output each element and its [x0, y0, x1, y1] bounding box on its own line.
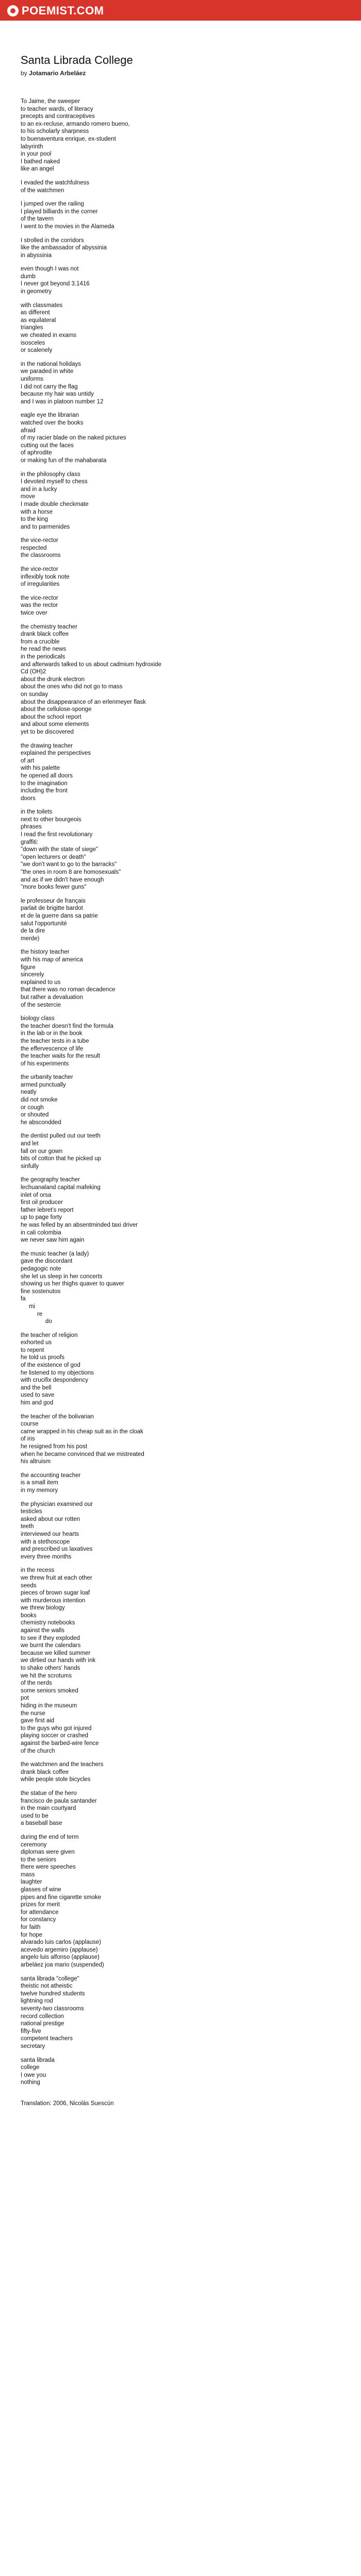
stanza: [21, 179, 330, 194]
stanza: [21, 595, 330, 617]
poem-line: the teacher of the bolivarian: [21, 1413, 94, 1420]
poem-line: with classmates: [21, 302, 63, 309]
poem-line: or scalenely: [21, 347, 53, 354]
poem-line: with his map of america: [21, 956, 83, 963]
poem-line: in the lab or in the book: [21, 1030, 83, 1037]
poem-line: lightning rod: [21, 1998, 53, 2005]
poem-line: next to other bourgeois: [21, 816, 81, 823]
poem-line: in the main courtyard: [21, 1805, 76, 1812]
poem-line: we threw fruit at each other: [21, 1574, 92, 1581]
stanza: [21, 1332, 330, 1407]
stanza: [21, 1074, 330, 1126]
poem-line: because we killed summer: [21, 1650, 91, 1656]
poem-line: explained to us: [21, 979, 61, 986]
poem-line: books: [21, 1612, 37, 1619]
poem-line: the teacher of religion: [21, 1332, 78, 1338]
poem-line: I evaded the watchfulness: [21, 179, 89, 186]
poem-line: when he became convinced that we mistreated: [21, 1451, 144, 1458]
poem-line: cutting out the faces: [21, 442, 74, 449]
poem-line: because my hair was untidy: [21, 391, 94, 398]
stanza: [21, 1176, 330, 1244]
poem-line: of my racier blade on the naked pictures: [21, 435, 126, 442]
poem-line: of the existence of god: [21, 1362, 80, 1369]
poem-line: the effervescence of life: [21, 1045, 84, 1052]
poem-line: used to save: [21, 1392, 55, 1399]
poem-line: on sunday: [21, 691, 48, 698]
poem-line: biology class: [21, 1015, 55, 1022]
poem-line: the teacher waits for the result: [21, 1053, 101, 1060]
stanza: [21, 1834, 330, 1969]
poem-line: and in a lucky: [21, 486, 57, 493]
poem-line: to shake others' hands: [21, 1665, 80, 1672]
poem-line: parlait de brigitte bardot: [21, 905, 83, 912]
stanza: [21, 897, 330, 943]
poem-line: and as if we didn't have enough: [21, 876, 104, 883]
poem-line: we dirtied our hands with ink: [21, 1657, 96, 1664]
poem-line: the vice-rector: [21, 566, 58, 573]
poem-line: while people stole bicycles: [21, 1776, 91, 1783]
poem-line: "the ones in room 8 are homosexuals": [21, 869, 121, 876]
poem-line: the vice-rector: [21, 595, 58, 601]
stanza: [21, 1413, 330, 1466]
stanza: [21, 1790, 330, 1827]
poem-line: triangles: [21, 325, 43, 331]
stanza: [21, 237, 330, 260]
site-logo[interactable]: [7, 4, 104, 18]
stanza: [21, 1015, 330, 1067]
poem-line: we cheated in exams: [21, 332, 77, 339]
poem-line: mi: [21, 1303, 36, 1310]
poem-line: ceremony: [21, 1841, 47, 1848]
poem-line: even though I was not: [21, 266, 79, 273]
poem-line: merde): [21, 935, 40, 942]
poem-line: the physician examined our: [21, 1501, 93, 1507]
poem-line: there were speeches: [21, 1864, 76, 1871]
stanza: [21, 98, 330, 173]
poem-line: "we don't want to go to the barracks": [21, 861, 117, 868]
poem-line: did not smoke: [21, 1097, 58, 1104]
poem-line: up to page forty: [21, 1214, 62, 1221]
poem-line: pedagogic note: [21, 1265, 61, 1272]
poem-line: bits of cotton that he picked up: [21, 1156, 101, 1162]
poem-line: in cali colombia: [21, 1229, 61, 1236]
stanza: [21, 471, 330, 531]
poem-line: of the tavern: [21, 216, 54, 223]
poem-line: watched over the books: [21, 419, 84, 426]
poem-line: or making fun of the mahabarata: [21, 457, 107, 464]
poem-line: I played billiards in the corner: [21, 208, 98, 215]
poem-line: le professeur de français: [21, 897, 86, 904]
logo-text: POEMIST.COM: [22, 4, 104, 17]
poem-line: he listened to my objections: [21, 1369, 94, 1376]
poem-line: the teacher tests in a tube: [21, 1038, 89, 1044]
poem-line: about the disappearance of an erlenmeyer flask: [21, 699, 146, 705]
poem-line: yet to be discovered: [21, 728, 74, 735]
poem-line: of his experiments: [21, 1060, 69, 1067]
poem-line: in the national holidays: [21, 361, 81, 367]
stanza: [21, 1501, 330, 1561]
stanza: [21, 200, 330, 230]
poem-line: precepts and contraceptives: [21, 113, 95, 120]
stanza: [21, 1567, 330, 1755]
poem-line: playing soccer or crashed: [21, 1733, 89, 1739]
poem-line: about the school report: [21, 714, 81, 720]
stanza: [21, 2057, 330, 2087]
poem-line: acevedo argemiro (applause): [21, 1946, 98, 1953]
poem-line: to the king: [21, 516, 48, 523]
poem-line: of aphrodite: [21, 450, 52, 456]
poem-line: he resigned from his post: [21, 1444, 88, 1450]
poem-line: in the toilets: [21, 809, 53, 816]
poem-line: in abyssinia: [21, 252, 52, 259]
poem-line: santa librada "college": [21, 1975, 79, 1982]
poem-line: as different: [21, 310, 50, 316]
poem-line: the watchmen and the teachers: [21, 1761, 104, 1768]
poem-line: in the philosophy class: [21, 471, 80, 478]
poem-line: "more books fewer guns": [21, 884, 87, 891]
poem-line: and I was in platoon number 12: [21, 398, 104, 405]
poem-line: from a crucible: [21, 638, 60, 645]
poem-line: as equilateral: [21, 317, 56, 324]
poem-line: with a horse: [21, 509, 53, 515]
poem-line: to teacher wards, of literacy: [21, 106, 93, 112]
poem-line: competent teachers: [21, 2036, 73, 2042]
poem-line: sincerely: [21, 972, 44, 978]
poem-line: gave the discordant: [21, 1258, 73, 1265]
poem-line: teeth: [21, 1523, 34, 1530]
poem-line: we burnt the calendars: [21, 1642, 81, 1649]
poem-line: including the front: [21, 788, 68, 794]
poem-line: and about some elements: [21, 721, 89, 728]
poem-line: To Jaime, the sweeper: [21, 98, 80, 105]
stanza: [21, 412, 330, 464]
poem-line: record collection: [21, 2013, 64, 2020]
poem-line: I made double checkmate: [21, 501, 89, 507]
poem-line: pieces of brown sugar loaf: [21, 1590, 90, 1597]
poem-line: course: [21, 1421, 39, 1428]
poem-line: of art: [21, 757, 35, 764]
poem-line: fall on our gown: [21, 1148, 63, 1155]
poem-line: lechuanaland capital mafeking: [21, 1184, 101, 1191]
poem-line: against the barbed-wire fence: [21, 1740, 99, 1747]
poem-line: he told us proofs: [21, 1354, 65, 1361]
poem-line: and prescribed us laxatives: [21, 1546, 93, 1553]
poem-line: drank black coffee: [21, 1769, 69, 1775]
poem-line: for attendance: [21, 1909, 59, 1916]
poem-line: of irregularities: [21, 581, 60, 588]
poem-line: against the walls: [21, 1628, 65, 1634]
poem-line: about the ones who did not go to mass: [21, 684, 123, 690]
poem-line: neatly: [21, 1089, 37, 1096]
stanza: [21, 742, 330, 803]
poem-line: with murderous intention: [21, 1597, 86, 1604]
stanza: [21, 948, 330, 1009]
poem-line: and afterwards talked to us about cadmium hydroxide: [21, 661, 161, 668]
poem-line: the dentist pulled out our teeth: [21, 1133, 101, 1140]
poem-line: national prestige: [21, 2021, 64, 2027]
poem-line: doors: [21, 795, 36, 802]
poem-line: seeds: [21, 1582, 37, 1589]
poem-line: Cd (OH)2: [21, 669, 46, 675]
poem-line: the drawing teacher: [21, 742, 73, 749]
poem-line: re: [21, 1311, 43, 1317]
poem-line: with crucifix despondency: [21, 1377, 89, 1384]
poem-line: about the cellulose-sponge: [21, 706, 92, 713]
poem-line: in the periodicals: [21, 654, 65, 660]
stanza: [21, 808, 330, 891]
poem-line: pipes and fine cigarette smoke: [21, 1894, 101, 1901]
poem-line: I did not carry the flag: [21, 383, 78, 390]
poem-line: interviewed our hearts: [21, 1531, 79, 1537]
poem-line: fifty-five: [21, 2028, 41, 2035]
poem-line: explained the perspectives: [21, 750, 91, 757]
poem-line: of iris: [21, 1436, 35, 1443]
poem-line: santa librada: [21, 2057, 55, 2063]
poem-line: de la dire: [21, 928, 45, 935]
poem-line: the chemistry teacher: [21, 623, 77, 630]
poem-line: to the guys who got injured: [21, 1725, 92, 1732]
poem-line: and to parmenides: [21, 523, 70, 530]
stanza: [21, 1132, 330, 1170]
poem-line: about the drunk electron: [21, 676, 85, 683]
poem-line: exhorted us: [21, 1340, 52, 1346]
poem-line: we threw biology: [21, 1605, 65, 1612]
poem-line: mass: [21, 1871, 35, 1878]
poem-line: is a small item: [21, 1480, 58, 1486]
stanza: [21, 302, 330, 354]
poem-line: some seniors smoked: [21, 1687, 78, 1694]
poem-line: pot: [21, 1695, 29, 1702]
poem-line: graffiti:: [21, 839, 39, 845]
poem-line: angelo luis alfonso (applause): [21, 1954, 100, 1961]
poem-body: [21, 98, 330, 2087]
stanza: [21, 361, 330, 406]
poem-line: secretary: [21, 2043, 45, 2049]
poem-line: a baseball base: [21, 1820, 62, 1827]
poem-line: the geography teacher: [21, 1177, 80, 1183]
site-header: [0, 0, 361, 21]
poem-line: alvarado luis carlos (applause): [21, 1939, 101, 1946]
poem-line: to the seniors: [21, 1856, 57, 1863]
poem-line: the urbanity teacher: [21, 1074, 73, 1081]
stanza: [21, 1250, 330, 1326]
stanza: [21, 537, 330, 560]
poem-line: and the bell: [21, 1384, 52, 1391]
poem-line: sinfully: [21, 1163, 39, 1170]
poem-line: used to be: [21, 1812, 48, 1819]
poem-line: inlet of orsa: [21, 1192, 52, 1198]
poem-line: gave first aid: [21, 1718, 55, 1724]
poem-line: afraid: [21, 427, 36, 434]
poem-line: the history teacher: [21, 949, 70, 956]
poem-line: the music teacher (a lady): [21, 1250, 89, 1257]
poem-line: to his scholarly sharpness: [21, 128, 89, 135]
poem-line: twelve hundred students: [21, 1990, 85, 1997]
poem-line: like the ambassador of abyssinia: [21, 245, 107, 251]
poem-line: to an ex-recluse, armando romero bueno,: [21, 121, 130, 127]
poem-line: testicles: [21, 1509, 42, 1515]
poem-line: of the church: [21, 1748, 55, 1754]
poem-line: armed punctually: [21, 1081, 66, 1088]
poem-line: in your pool: [21, 151, 52, 158]
poem-line: drank black coffee: [21, 631, 69, 638]
poem-line: francisco de paula santander: [21, 1798, 97, 1804]
poem-line: to the imagination: [21, 780, 68, 787]
poem-line: like an angel: [21, 166, 54, 173]
poem-line: et de la guerre dans sa patrie: [21, 913, 98, 919]
poem-line: the statue of the hero: [21, 1790, 77, 1797]
poem-line: I read the first revolutionary: [21, 832, 93, 838]
poem-line: twice over: [21, 610, 47, 617]
poem-line: every three months: [21, 1553, 72, 1560]
poem-line: asked about our rotten: [21, 1516, 80, 1522]
byline-prefix: by: [21, 70, 27, 77]
poem-line: to buenaventura enrique, ex-student: [21, 135, 116, 142]
poem-line: I owe you: [21, 2072, 46, 2078]
poem-line: of the nerds: [21, 1680, 52, 1687]
stanza: [21, 1761, 330, 1784]
poem-container: [21, 54, 330, 2108]
poem-line: "down with the state of siege": [21, 846, 99, 853]
poem-line: showing us her thighs quaver to quaver: [21, 1281, 124, 1287]
poem-line: the accounting teacher: [21, 1472, 81, 1479]
poem-line: dumb: [21, 273, 36, 280]
poem-line: for hope: [21, 1931, 43, 1938]
poem-line: of the watchmen: [21, 187, 64, 194]
poem-line: glasses of wine: [21, 1887, 61, 1893]
poem-line: in the recess: [21, 1567, 55, 1574]
poem-line: he abscondded: [21, 1119, 61, 1126]
poem-line: and let: [21, 1141, 39, 1147]
poem-line: chemistry notebooks: [21, 1620, 75, 1626]
author-link[interactable]: Jotamario Arbeláez: [29, 70, 86, 77]
poem-line: we hit the scrotums: [21, 1672, 72, 1679]
poem-line: laughter: [21, 1879, 42, 1886]
poem-line: figure: [21, 964, 36, 971]
poem-line: the nurse: [21, 1710, 45, 1717]
poem-line: to see if they exploded: [21, 1635, 80, 1641]
stanza: [21, 1975, 330, 2050]
poem-line: but rather a devaluation: [21, 994, 83, 1001]
poem-line: I never got beyond 3.1416: [21, 281, 90, 287]
poem-line: hiding in the museum: [21, 1703, 77, 1709]
poem-line: in geometry: [21, 289, 52, 295]
poem-line: father lebret's report: [21, 1207, 74, 1213]
poem-line: I strolled in the corridors: [21, 237, 84, 244]
poem-line: his altruism: [21, 1459, 51, 1465]
poem-line: with a stethoscope: [21, 1538, 70, 1545]
poem-line: in my memory: [21, 1487, 58, 1494]
poem-line: was the rector: [21, 602, 58, 609]
poem-line: we never saw him again: [21, 1237, 85, 1244]
stanza: [21, 1472, 330, 1495]
poem-line: the vice-rector: [21, 537, 58, 544]
poem-line: move: [21, 494, 36, 500]
poem-line: with his palette: [21, 765, 60, 772]
poem-line: seventy-two classrooms: [21, 2005, 84, 2012]
poem-line: nothing: [21, 2079, 40, 2086]
poem-line: he read the news: [21, 646, 67, 653]
poem-line: college: [21, 2064, 40, 2071]
poem-line: I jumped over the railing: [21, 201, 84, 208]
poem-line: I devoted myself to chess: [21, 479, 88, 485]
poem-line: to repent: [21, 1347, 44, 1353]
poem-line: came wrapped in his cheap suit as in the cloak: [21, 1428, 143, 1435]
poem-line: for faith: [21, 1924, 41, 1931]
poem-line: she let us sleep in her concerts: [21, 1273, 103, 1280]
poem-line: him and god: [21, 1400, 54, 1406]
poem-line: phrases: [21, 824, 42, 831]
poem-line: of the sestercie: [21, 1002, 61, 1008]
poem-line: first oil producer: [21, 1199, 63, 1206]
poem-line: diplomas were given: [21, 1849, 75, 1856]
poem-line: fa: [21, 1296, 26, 1302]
poem-line: during the end of term: [21, 1834, 79, 1840]
poem-line: isosceles: [21, 340, 45, 346]
stanza: [21, 623, 330, 736]
poem-line: the teacher doesn't find the formula: [21, 1023, 113, 1029]
poem-line: prizes for merit: [21, 1902, 60, 1908]
stanza: [21, 265, 330, 295]
byline: [21, 69, 330, 77]
poem-line: I bathed naked: [21, 158, 60, 165]
translation-credit: Translation: 2006, Nicolás Suescún: [21, 2100, 114, 2107]
poem-line: eagle eye the librarian: [21, 412, 79, 419]
poem-line: respected: [21, 545, 47, 551]
poem-line: arbeláez joa mario (suspended): [21, 1962, 104, 1968]
poem-line: he opened all doors: [21, 772, 73, 779]
poem-line: or cough: [21, 1104, 44, 1111]
stanza: [21, 566, 330, 588]
poem-line: the classrooms: [21, 552, 61, 559]
poem-line: fine sostenutos: [21, 1288, 61, 1295]
poem-line: uniforms: [21, 376, 44, 382]
poem-line: for constancy: [21, 1917, 56, 1923]
logo-icon: [7, 5, 19, 16]
poem-title: Santa Librada College: [21, 54, 133, 66]
poem-line: or shouted: [21, 1112, 49, 1118]
poem-line: we paraded in white: [21, 368, 74, 375]
poem-line: I went to the movies in the Alameda: [21, 223, 114, 230]
poem-line: "open lecturers or death": [21, 854, 86, 860]
poem-line: inflexibly took note: [21, 573, 70, 580]
poem-line: do: [21, 1318, 52, 1325]
poem-line: labyrinth: [21, 143, 43, 150]
poem-line: salut l'opportunité: [21, 920, 67, 927]
poem-line: he was felled by an absentminded taxi driver: [21, 1222, 138, 1228]
poem-line: theistic not atheistic: [21, 1983, 73, 1990]
poem-line: that there was no roman decadence: [21, 987, 116, 993]
